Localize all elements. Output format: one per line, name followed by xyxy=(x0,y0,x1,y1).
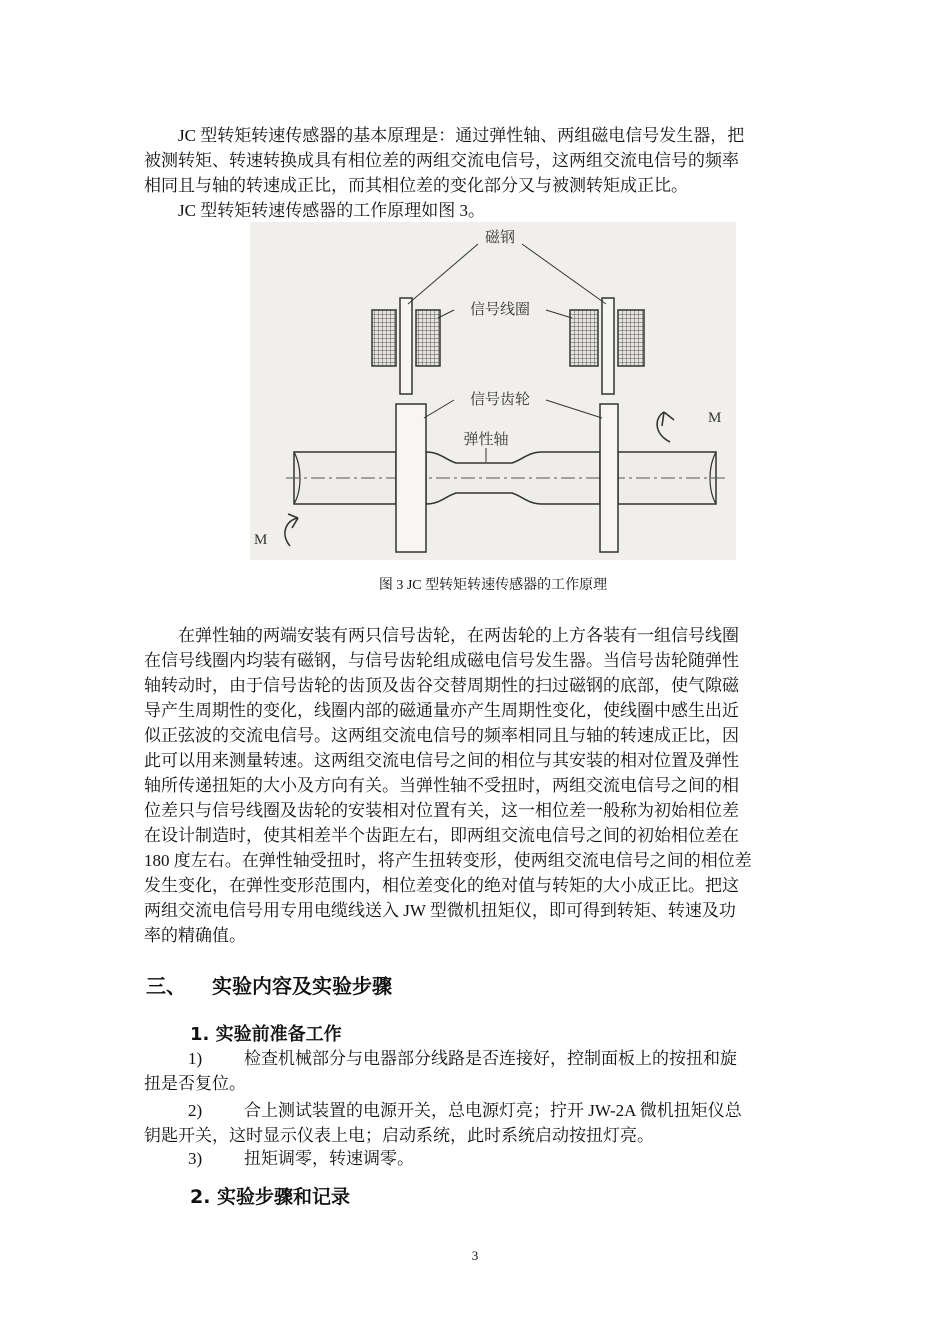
step-text: 合上测试装置的电源开关，总电源灯亮；拧开 JW-2A 微机扭矩仪总 xyxy=(244,1101,742,1120)
body-line: 两组交流电信号用专用电缆线送入 JW 型微机扭矩仪，即可得到转矩、转速及功 xyxy=(144,901,736,920)
body-line: 率的精确值。 xyxy=(144,926,246,945)
signal-gear-right xyxy=(600,404,618,552)
intro-line: 相同且与轴的转速成正比，而其相位差的变化部分又与被测转矩成正比。 xyxy=(144,176,688,195)
body-line: 此可以用来测量转速。这两组交流电信号之间的相位与其安装的相对位置及弹性 xyxy=(144,751,739,770)
leader-gear-left xyxy=(424,400,454,418)
sensor-diagram-svg xyxy=(250,222,736,560)
section-title: 实验内容及实验步骤 xyxy=(212,974,392,998)
body-line: 轴所传递扭矩的大小及方向有关。当弹性轴不受扭时，两组交流电信号之间的相 xyxy=(144,776,739,795)
body-line: 在弹性轴的两端安装有两只信号齿轮，在两齿轮的上方各装有一组信号线圈 xyxy=(178,626,739,645)
figure-caption: 图 3 JC 型转矩转速传感器的工作原理 xyxy=(378,578,608,593)
section-number: 三、 xyxy=(146,974,186,998)
intro-line: 被测转矩、转速转换成具有相位差的两组交流电信号，这两组交流电信号的频率 xyxy=(144,151,739,170)
label-gear: 信号齿轮 xyxy=(469,390,531,408)
label-torque-left: M xyxy=(254,532,268,548)
leader-coil-right xyxy=(546,310,572,318)
sensor-diagram xyxy=(250,222,736,560)
step-3 xyxy=(144,1146,810,1171)
magnet-left xyxy=(400,298,412,394)
step-text: 扭是否复位。 xyxy=(144,1074,246,1093)
body-line: 位差只与信号线圈及齿轮的安装相对位置有关，这一相位差一般称为初始相位差 xyxy=(144,801,739,820)
leader-magnet-left xyxy=(408,244,478,304)
label-torque-right: M xyxy=(708,410,722,426)
body-line: 在设计制造时，使其相差半个齿距左右，即两组交流电信号之间的初始相位差在 xyxy=(144,826,739,845)
label-shaft: 弹性轴 xyxy=(463,430,509,448)
label-magnet: 磁钢 xyxy=(484,228,516,246)
signal-gear-left xyxy=(396,404,426,552)
body-line: 轴转动时，由于信号齿轮的齿顶及齿谷交替周期性的扫过磁钢的底部，使气隙磁 xyxy=(144,676,739,695)
body-line: 发生变化，在弹性变形范围内，相位差变化的绝对值与转矩的大小成正比。把这 xyxy=(144,876,739,895)
body-line: 在信号线圈内均装有磁钢，与信号齿轮组成磁电信号发生器。当信号齿轮随弹性 xyxy=(144,651,739,670)
subsection-heading-2: 2. 实验步骤和记录 xyxy=(190,1186,351,1208)
body-paragraph xyxy=(144,623,810,948)
subsection-heading-1: 1. 实验前准备工作 xyxy=(190,1024,342,1045)
page-number: 3 xyxy=(471,1248,479,1263)
coil-right-a xyxy=(570,310,598,366)
intro-paragraph xyxy=(144,123,810,223)
step-text: 钥匙开关，这时显示仪表上电；启动系统，此时系统启动按扭灯亮。 xyxy=(144,1126,654,1145)
torque-arrowhead-right xyxy=(662,412,674,426)
leader-gear-right xyxy=(546,400,602,418)
body-line: 导产生周期性的变化，线圈内部的磁通量亦产生周期性变化，使线圈中感生出近 xyxy=(144,701,739,720)
coil-left-a xyxy=(372,310,396,366)
step-text: 扭矩调零，转速调零。 xyxy=(244,1149,414,1168)
step-number: 3) xyxy=(188,1149,203,1168)
figure-reference: JC 型转矩转速传感器的工作原理如图 3。 xyxy=(178,201,485,220)
coil-right-b xyxy=(618,310,644,366)
leader-magnet-right xyxy=(522,244,606,304)
step-1 xyxy=(144,1046,810,1096)
step-text: 检查机械部分与电器部分线路是否连接好，控制面板上的按扭和旋 xyxy=(244,1049,737,1068)
intro-line: JC 型转矩转速传感器的基本原理是：通过弹性轴、两组磁电信号发生器，把 xyxy=(178,126,745,145)
step-number: 2) xyxy=(188,1101,203,1120)
magnet-right xyxy=(602,298,614,394)
label-coil: 信号线圈 xyxy=(469,300,531,318)
section-heading xyxy=(146,970,392,999)
step-2 xyxy=(144,1098,810,1148)
coil-left-b xyxy=(416,310,440,366)
body-line: 似正弦波的交流电信号。这两组交流电信号的频率相同且与轴的转速成正比，因 xyxy=(144,726,739,745)
body-line: 180 度左右。在弹性轴受扭时，将产生扭转变形，使两组交流电信号之间的相位差 xyxy=(144,851,752,870)
step-number: 1) xyxy=(188,1049,203,1068)
